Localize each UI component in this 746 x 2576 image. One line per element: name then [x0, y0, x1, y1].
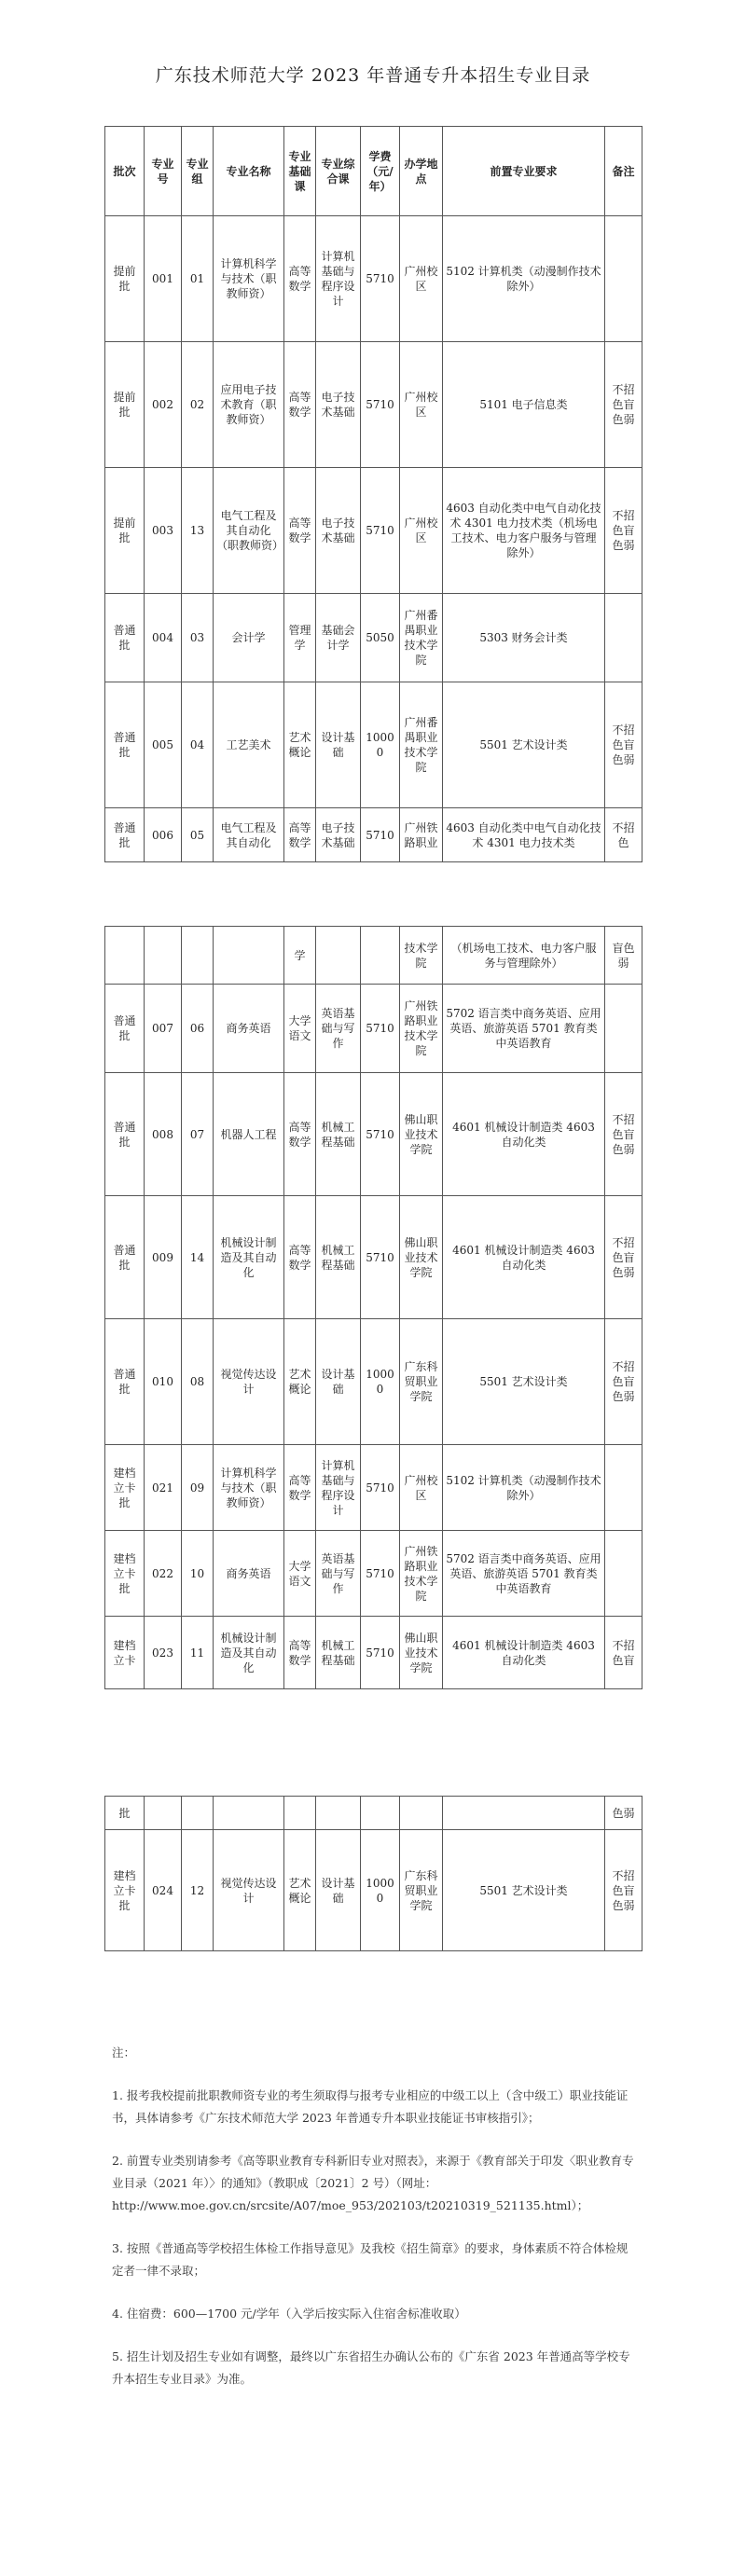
table-cell: 06	[182, 985, 214, 1073]
table-cell: 普通批	[105, 594, 145, 682]
table-cell: 5702 语言类中商务英语、应用英语、旅游英语 5701 教育类中英语教育	[443, 1531, 605, 1617]
table-cell	[605, 216, 642, 342]
table-cell: 设计基础	[316, 1319, 361, 1445]
table-cell: 普通批	[105, 808, 145, 862]
table-cell: 5710	[361, 808, 400, 862]
table-cell: 建档立卡批	[105, 1531, 145, 1617]
table-cell: 机械工程基础	[316, 1073, 361, 1196]
table-cell: 5501 艺术设计类	[443, 1830, 605, 1951]
table-cell	[182, 927, 214, 985]
table-cell: 002	[145, 342, 182, 468]
table-cell: 005	[145, 682, 182, 808]
table-cell: 04	[182, 682, 214, 808]
table-cell	[214, 1797, 284, 1830]
table-row	[105, 808, 642, 862]
table-cell: 大学语文	[284, 985, 316, 1073]
header-cell: 专业名称	[214, 127, 284, 216]
table-cell: 佛山职业技术学院	[400, 1617, 443, 1689]
table-cell: 批	[105, 1797, 145, 1830]
table-row	[105, 468, 642, 594]
table-cell	[145, 1797, 182, 1830]
table-cell: 商务英语	[214, 1531, 284, 1617]
table-cell: 03	[182, 594, 214, 682]
table-cell: 12	[182, 1830, 214, 1951]
table-cell: 10000	[361, 1830, 400, 1951]
table-cell: 4603 自动化类中电气自动化技术 4301 电力技术类	[443, 808, 605, 862]
table-cell: 10	[182, 1531, 214, 1617]
table-row	[105, 985, 642, 1073]
table-cell: 电子技术基础	[316, 468, 361, 594]
table-cell: 009	[145, 1196, 182, 1319]
header-cell: 前置专业要求	[443, 127, 605, 216]
table-cell: 技术学院	[400, 927, 443, 985]
table-cell: 不招色盲	[605, 1617, 642, 1689]
table-row	[105, 1319, 642, 1445]
header-cell: 专业基础课	[284, 127, 316, 216]
note-3: 3. 按照《普通高等学校招生体检工作指导意见》及我校《招生简章》的要求，身体素质不符合体检规定者一律不录取；	[112, 2241, 629, 2278]
table-cell: 5702 语言类中商务英语、应用英语、旅游英语 5701 教育类中英语教育	[443, 985, 605, 1073]
table-cell: 色弱	[605, 1797, 642, 1830]
table-cell	[605, 1531, 642, 1617]
table-cell: 广东科贸职业学院	[400, 1830, 443, 1951]
table-cell: 普通批	[105, 682, 145, 808]
table-cell	[400, 1797, 443, 1830]
table-row	[105, 927, 642, 985]
table-cell: 设计基础	[316, 682, 361, 808]
catalog-table-part1	[104, 126, 642, 862]
table-cell: （机场电工技术、电力客户服务与管理除外）	[443, 927, 605, 985]
table-cell: 5710	[361, 1196, 400, 1319]
table-cell: 建档立卡批	[105, 1830, 145, 1951]
table-cell: 不招色盲色弱	[605, 468, 642, 594]
table-cell: 机械工程基础	[316, 1196, 361, 1319]
table-cell: 高等数学	[284, 1617, 316, 1689]
table-cell: 电子技术基础	[316, 808, 361, 862]
table-cell: 机器人工程	[214, 1073, 284, 1196]
table-cell: 5710	[361, 216, 400, 342]
table-row	[105, 1196, 642, 1319]
table-cell: 视觉传达设计	[214, 1319, 284, 1445]
table-cell: 计算机科学与技术（职教师资）	[214, 1445, 284, 1531]
table-cell	[361, 1797, 400, 1830]
table-cell: 高等数学	[284, 468, 316, 594]
note-1: 1. 报考我校提前批职教师资专业的考生须取得与报考专业相应的中级工以上（含中级工）职业技能证书，具体请参考《广东技术师范大学 2023 年普通专升本职业技能证书审核指引》；	[112, 2088, 629, 2125]
table-cell	[105, 927, 145, 985]
table-cell: 5101 电子信息类	[443, 342, 605, 468]
table-cell: 英语基础与写作	[316, 985, 361, 1073]
table-cell: 提前批	[105, 216, 145, 342]
table-cell: 管理学	[284, 594, 316, 682]
table-cell: 008	[145, 1073, 182, 1196]
table-cell: 佛山职业技术学院	[400, 1196, 443, 1319]
table-cell: 14	[182, 1196, 214, 1319]
table-cell: 广州校区	[400, 216, 443, 342]
table-cell: 应用电子技术教育（职教师资）	[214, 342, 284, 468]
table-cell: 普通批	[105, 1073, 145, 1196]
table-cell: 普通批	[105, 1319, 145, 1445]
header-cell: 专业号	[145, 127, 182, 216]
table-cell: 会计学	[214, 594, 284, 682]
table-cell: 022	[145, 1531, 182, 1617]
table-cell: 电气工程及其自动化（职教师资）	[214, 468, 284, 594]
table-cell: 001	[145, 216, 182, 342]
table-cell: 艺术概论	[284, 682, 316, 808]
table-cell: 10000	[361, 1319, 400, 1445]
table-cell: 4603 自动化类中电气自动化技术 4301 电力技术类（机场电工技术、电力客户服务与管理除外）	[443, 468, 605, 594]
table-cell: 4601 机械设计制造类 4603 自动化类	[443, 1617, 605, 1689]
table-cell	[605, 594, 642, 682]
table-cell	[284, 1797, 316, 1830]
table-cell: 普通批	[105, 985, 145, 1073]
table-cell: 不招色	[605, 808, 642, 862]
table-row	[105, 216, 642, 342]
table-cell: 盲色弱	[605, 927, 642, 985]
table-row	[105, 342, 642, 468]
note-2: 2. 前置专业类别请参考《高等职业教育专科新旧专业对照表》，来源于《教育部关于印发〈职业教育专业目录（2021 年）〉的通知》（教职成〔2021〕2 号）（网址：http://www.moe.gov.cn/srcsite/A07/moe_953/202103/t20210319_521135.html）；	[112, 2154, 634, 2212]
table-cell: 电子技术基础	[316, 342, 361, 468]
table-cell: 5710	[361, 468, 400, 594]
table-cell: 5710	[361, 1445, 400, 1531]
table-cell: 英语基础与写作	[316, 1531, 361, 1617]
table-cell: 广州番禺职业技术学院	[400, 594, 443, 682]
table-cell: 商务英语	[214, 985, 284, 1073]
table-row	[105, 1797, 642, 1830]
table-cell: 计算机基础与程序设计	[316, 1445, 361, 1531]
table-cell: 08	[182, 1319, 214, 1445]
table-cell: 广州铁路职业技术学院	[400, 985, 443, 1073]
table-cell	[605, 1445, 642, 1531]
table-cell	[182, 1797, 214, 1830]
table-cell: 不招色盲色弱	[605, 1073, 642, 1196]
table-cell: 基础会计学	[316, 594, 361, 682]
table-cell: 高等数学	[284, 216, 316, 342]
table-cell: 4601 机械设计制造类 4603 自动化类	[443, 1073, 605, 1196]
table-cell: 机械设计制造及其自动化	[214, 1617, 284, 1689]
header-cell: 专业组	[182, 127, 214, 216]
table-cell: 024	[145, 1830, 182, 1951]
table-cell: 05	[182, 808, 214, 862]
table-row	[105, 682, 642, 808]
table-cell: 10000	[361, 682, 400, 808]
table-cell: 工艺美术	[214, 682, 284, 808]
table-row	[105, 1617, 642, 1689]
table-cell: 010	[145, 1319, 182, 1445]
table-cell: 视觉传达设计	[214, 1830, 284, 1951]
table-cell: 建档立卡批	[105, 1445, 145, 1531]
table-cell	[214, 927, 284, 985]
table-cell: 11	[182, 1617, 214, 1689]
table-cell: 5501 艺术设计类	[443, 1319, 605, 1445]
table-cell: 机械工程基础	[316, 1617, 361, 1689]
table-cell: 广州番禺职业技术学院	[400, 682, 443, 808]
table-cell: 5501 艺术设计类	[443, 682, 605, 808]
table-cell: 大学语文	[284, 1531, 316, 1617]
table-cell: 高等数学	[284, 1073, 316, 1196]
header-cell: 学费（元/年）	[361, 127, 400, 216]
table-cell: 007	[145, 985, 182, 1073]
table-cell: 09	[182, 1445, 214, 1531]
table-row	[105, 594, 642, 682]
notes-section	[112, 2042, 634, 2390]
table-cell: 学	[284, 927, 316, 985]
header-cell: 办学地点	[400, 127, 443, 216]
table-cell: 广州铁路职业技术学院	[400, 1531, 443, 1617]
table-cell: 07	[182, 1073, 214, 1196]
table-row	[105, 1073, 642, 1196]
table-cell: 不招色盲色弱	[605, 1196, 642, 1319]
table-cell: 5303 财务会计类	[443, 594, 605, 682]
table-cell: 计算机科学与技术（职教师资）	[214, 216, 284, 342]
table-cell: 4601 机械设计制造类 4603 自动化类	[443, 1196, 605, 1319]
table-cell: 不招色盲色弱	[605, 1319, 642, 1445]
table-cell: 普通批	[105, 1196, 145, 1319]
header-cell: 备注	[605, 127, 642, 216]
table-cell: 5102 计算机类（动漫制作技术除外）	[443, 1445, 605, 1531]
table-cell: 01	[182, 216, 214, 342]
header-cell: 批次	[105, 127, 145, 216]
catalog-table-part3	[104, 1796, 642, 1951]
table-cell: 电气工程及其自动化	[214, 808, 284, 862]
table-cell: 广东科贸职业学院	[400, 1319, 443, 1445]
table-cell: 021	[145, 1445, 182, 1531]
table-cell	[605, 985, 642, 1073]
table-header	[105, 127, 642, 216]
table-cell: 高等数学	[284, 342, 316, 468]
table-row	[105, 1830, 642, 1951]
table-cell: 佛山职业技术学院	[400, 1073, 443, 1196]
table-cell: 广州校区	[400, 468, 443, 594]
table-cell: 不招色盲色弱	[605, 682, 642, 808]
header-cell: 专业综合课	[316, 127, 361, 216]
table-row	[105, 1445, 642, 1531]
table-cell: 建档立卡	[105, 1617, 145, 1689]
table-cell: 高等数学	[284, 808, 316, 862]
table-cell	[316, 1797, 361, 1830]
table-cell: 高等数学	[284, 1196, 316, 1319]
catalog-table-part2	[104, 926, 642, 1689]
table-cell: 广州铁路职业	[400, 808, 443, 862]
table-cell: 13	[182, 468, 214, 594]
table-cell: 计算机基础与程序设计	[316, 216, 361, 342]
table-cell: 广州校区	[400, 342, 443, 468]
table-cell: 不招色盲色弱	[605, 342, 642, 468]
table-cell: 广州校区	[400, 1445, 443, 1531]
table-cell: 023	[145, 1617, 182, 1689]
table-cell: 004	[145, 594, 182, 682]
table-cell: 艺术概论	[284, 1830, 316, 1951]
table-row	[105, 1531, 642, 1617]
table-cell: 5050	[361, 594, 400, 682]
notes-label: 注：	[112, 2046, 136, 2059]
table-cell: 02	[182, 342, 214, 468]
table-cell	[443, 1797, 605, 1830]
table-cell: 机械设计制造及其自动化	[214, 1196, 284, 1319]
table-cell: 5102 计算机类（动漫制作技术除外）	[443, 216, 605, 342]
table-cell: 不招色盲色弱	[605, 1830, 642, 1951]
note-5: 5. 招生计划及招生专业如有调整，最终以广东省招生办确认公布的《广东省 2023 年普通高等学校专升本招生专业目录》为准。	[112, 2349, 630, 2386]
table-cell: 提前批	[105, 342, 145, 468]
table-cell: 003	[145, 468, 182, 594]
note-4: 4. 住宿费：600—1700 元/学年（入学后按实际入住宿舍标准收取）	[112, 2307, 466, 2321]
table-cell: 设计基础	[316, 1830, 361, 1951]
table-cell: 高等数学	[284, 1445, 316, 1531]
table-cell: 5710	[361, 1617, 400, 1689]
table-cell: 提前批	[105, 468, 145, 594]
table-cell: 5710	[361, 1531, 400, 1617]
table-cell: 5710	[361, 985, 400, 1073]
table-cell	[145, 927, 182, 985]
table-cell: 5710	[361, 1073, 400, 1196]
table-cell: 艺术概论	[284, 1319, 316, 1445]
table-cell	[361, 927, 400, 985]
page-title: 广东技术师范大学 2023 年普通专升本招生专业目录	[155, 65, 591, 86]
table-cell: 5710	[361, 342, 400, 468]
table-cell	[316, 927, 361, 985]
table-cell: 006	[145, 808, 182, 862]
